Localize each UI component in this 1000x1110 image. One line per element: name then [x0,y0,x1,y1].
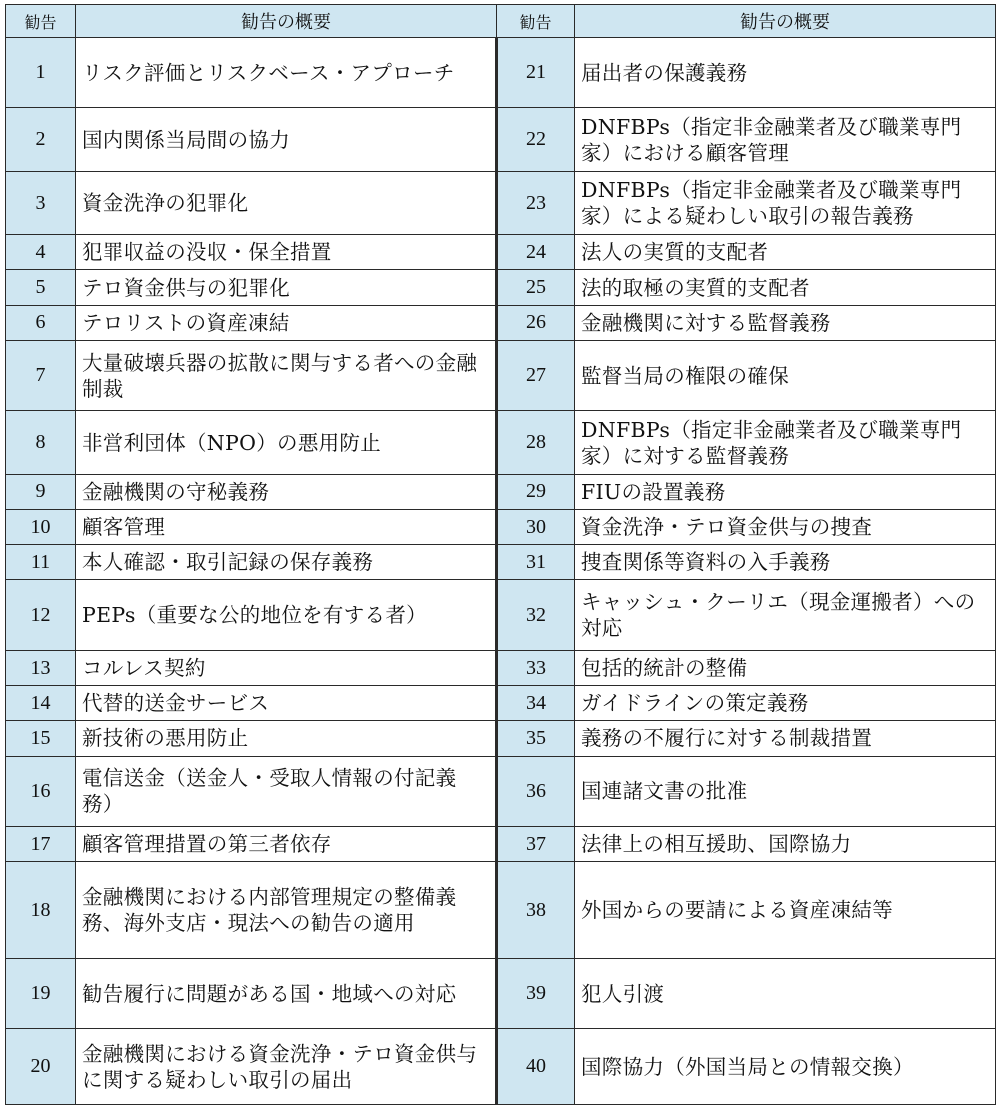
rec-summary: 捜査関係等資料の入手義務 [575,545,996,580]
rec-summary: 顧客管理 [76,510,497,545]
rec-number: 2 [6,108,76,171]
rec-summary: FIUの設置義務 [575,474,996,509]
fatf-recommendations-table [5,4,996,1105]
rec-summary: 金融機関における内部管理規定の整備義務、海外支店・現法への勧告の適用 [76,862,497,959]
rec-summary: 金融機関における資金洗浄・テロ資金供与に関する疑わしい取引の届出 [76,1029,497,1105]
rec-number: 16 [6,756,76,826]
table-row [6,38,996,108]
rec-number: 31 [497,545,575,580]
rec-number: 29 [497,474,575,509]
table-row [6,580,996,650]
rec-number: 23 [497,171,575,234]
rec-number: 36 [497,756,575,826]
rec-summary: DNFBPs（指定非金融業者及び職業専門家）に対する監督義務 [575,411,996,474]
rec-number: 28 [497,411,575,474]
table-row [6,686,996,721]
rec-number: 11 [6,545,76,580]
rec-summary: テロ資金供与の犯罪化 [76,270,497,305]
rec-summary: 包括的統計の整備 [575,650,996,685]
rec-number: 39 [497,958,575,1028]
rec-number: 34 [497,686,575,721]
rec-summary: 法人の実質的支配者 [575,235,996,270]
table-row [6,827,996,862]
rec-number: 26 [497,305,575,340]
rec-summary: PEPs（重要な公的地位を有する者） [76,580,497,650]
rec-summary: 本人確認・取引記録の保存義務 [76,545,497,580]
header-summary-right: 勧告の概要 [575,5,996,38]
table-row [6,270,996,305]
rec-number: 19 [6,958,76,1028]
rec-number: 33 [497,650,575,685]
table-row [6,862,996,959]
rec-number: 15 [6,721,76,756]
rec-summary: 国内関係当局間の協力 [76,108,497,171]
rec-number: 38 [497,862,575,959]
rec-summary: 犯人引渡 [575,958,996,1028]
rec-number: 10 [6,510,76,545]
rec-number: 32 [497,580,575,650]
table-row [6,340,996,410]
rec-summary: 非営利団体（NPO）の悪用防止 [76,411,497,474]
table-row [6,235,996,270]
rec-number: 8 [6,411,76,474]
table-row [6,756,996,826]
rec-summary: 義務の不履行に対する制裁措置 [575,721,996,756]
rec-summary: 代替的送金サービス [76,686,497,721]
rec-summary: 電信送金（送金人・受取人情報の付記義務） [76,756,497,826]
header-number-left: 勧告 [6,5,76,38]
rec-number: 20 [6,1029,76,1105]
table-row [6,650,996,685]
table-row [6,958,996,1028]
rec-summary: 新技術の悪用防止 [76,721,497,756]
rec-number: 25 [497,270,575,305]
rec-number: 24 [497,235,575,270]
rec-number: 37 [497,827,575,862]
rec-number: 4 [6,235,76,270]
rec-number: 13 [6,650,76,685]
table-row [6,721,996,756]
rec-summary: リスク評価とリスクベース・アプローチ [76,38,497,108]
table-row [6,510,996,545]
rec-summary: DNFBPs（指定非金融業者及び職業専門家）による疑わしい取引の報告義務 [575,171,996,234]
rec-number: 17 [6,827,76,862]
rec-summary: 国連諸文書の批准 [575,756,996,826]
rec-summary: 法律上の相互援助、国際協力 [575,827,996,862]
rec-number: 1 [6,38,76,108]
rec-number: 27 [497,340,575,410]
rec-summary: キャッシュ・クーリエ（現金運搬者）への対応 [575,580,996,650]
rec-summary: 外国からの要請による資産凍結等 [575,862,996,959]
rec-summary: 資金洗浄・テロ資金供与の捜査 [575,510,996,545]
rec-number: 14 [6,686,76,721]
table-row [6,411,996,474]
rec-number: 9 [6,474,76,509]
rec-summary: 監督当局の権限の確保 [575,340,996,410]
rec-number: 18 [6,862,76,959]
rec-number: 21 [497,38,575,108]
rec-summary: DNFBPs（指定非金融業者及び職業専門家）における顧客管理 [575,108,996,171]
rec-summary: 届出者の保護義務 [575,38,996,108]
rec-summary: コルレス契約 [76,650,497,685]
rec-number: 35 [497,721,575,756]
rec-number: 12 [6,580,76,650]
header-summary-left: 勧告の概要 [76,5,497,38]
table-row [6,1029,996,1105]
rec-number: 3 [6,171,76,234]
rec-summary: 国際協力（外国当局との情報交換） [575,1029,996,1105]
header-number-right: 勧告 [497,5,575,38]
rec-number: 22 [497,108,575,171]
rec-summary: 金融機関の守秘義務 [76,474,497,509]
table-row [6,171,996,234]
rec-number: 7 [6,340,76,410]
rec-summary: 資金洗浄の犯罪化 [76,171,497,234]
rec-summary: 金融機関に対する監督義務 [575,305,996,340]
rec-summary: 顧客管理措置の第三者依存 [76,827,497,862]
rec-number: 5 [6,270,76,305]
rec-summary: 犯罪収益の没収・保全措置 [76,235,497,270]
table-row [6,305,996,340]
rec-summary: 大量破壊兵器の拡散に関与する者への金融制裁 [76,340,497,410]
table-row [6,474,996,509]
rec-number: 6 [6,305,76,340]
rec-summary: 勧告履行に問題がある国・地域への対応 [76,958,497,1028]
rec-summary: 法的取極の実質的支配者 [575,270,996,305]
rec-summary: ガイドラインの策定義務 [575,686,996,721]
table-row [6,545,996,580]
table-row [6,108,996,171]
header-row [6,5,996,38]
rec-number: 40 [497,1029,575,1105]
rec-number: 30 [497,510,575,545]
rec-summary: テロリストの資産凍結 [76,305,497,340]
